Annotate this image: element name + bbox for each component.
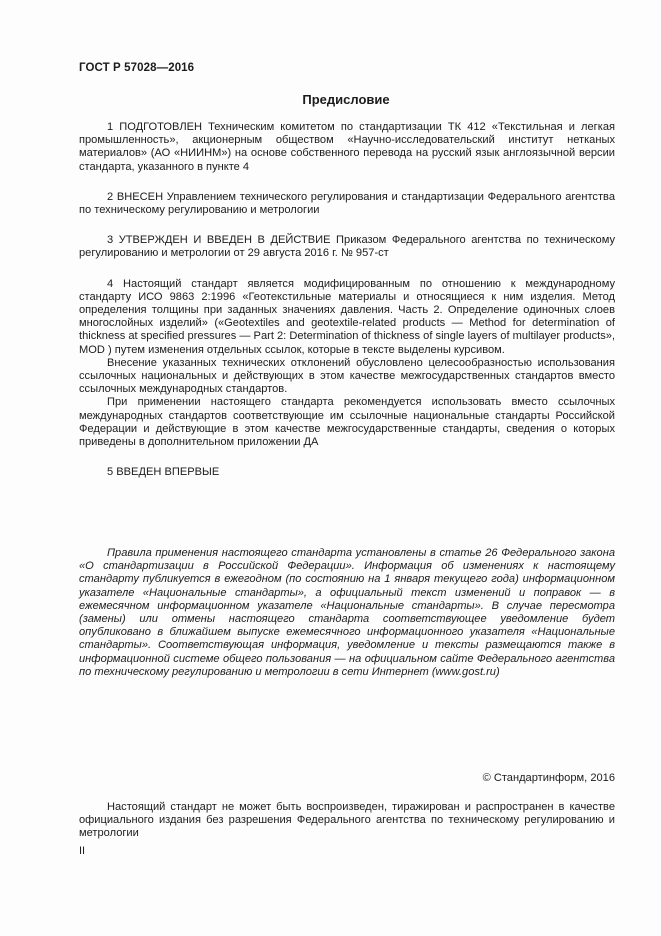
rights-notice-block bbox=[79, 801, 615, 841]
paragraph-recommendation: При применении настоящего стандарта рекомендуется использовать вместо ссылочных международных стандартов соответствующие им ссылочные национальные стандарты Российской Федерации и действующие в этом качестве межгосударственные стандарты, сведения о которых приведены в дополнительном приложении ДА bbox=[79, 396, 615, 449]
paragraph-prepared: 1 ПОДГОТОВЛЕН Техническим комитетом по стандартизации ТК 412 «Текстильная и легкая промышленность», акционерным обществом «Научно-исследовательский институт нетканых материалов» (АО «НИИНМ») на основе собственного перевода на русский язык англоязычной версии стандарта, указанного в пункте 4 bbox=[79, 121, 615, 173]
foreword-body bbox=[79, 121, 615, 479]
rules-notice: Правила применения настоящего стандарта установлены в статье 26 Федерального закона «О стандартизации в Российской Федерации». Информация об изменениях к настоящему стандарту публикуется в ежегодном (по состоянию на 1 января текущего года) информационном указателе «Национальные стандарты», а официальный текст изменений и поправок — в ежемесячном информационном указателе «Национальные стандарты». В случае пересмотра (замены) или отмены настоящего стандарта соответствующее уведомление будет опубликовано в ближайшем выпуске ежемесячного информационного указателя «Национальные стандарты». Соответствующая информация, уведомление и тексты размещаются также в информационной системе общего пользования — на официальном сайте Федерального агентства по техническому регулированию и метрологии в сети Интернет (www.gost.ru) bbox=[79, 547, 615, 678]
standard-id: ГОСТ Р 57028—2016 bbox=[79, 62, 195, 74]
paragraph-submitted: 2 ВНЕСЕН Управлением технического регулирования и стандартизации Федерального агентства по техническому регулированию и метрологии bbox=[79, 190, 615, 217]
paragraph-deviations: Внесение указанных технических отклонений обусловлено целесообразностью использования ссылочных национальных и действующих в этом качестве межгосударственных стандартов вместо ссылочных международных стандартов. bbox=[79, 356, 615, 396]
copyright: © Стандартинформ, 2016 bbox=[482, 772, 615, 784]
rules-notice-block bbox=[79, 547, 615, 679]
paragraph-introduced: 5 ВВЕДЕН ВПЕРВЫЕ bbox=[107, 466, 220, 479]
page-number: II bbox=[79, 845, 86, 857]
paragraph-modified: 4 Настоящий стандарт является модифицированным по отношению к международному стандарту ИСО 9863 2:1996 «Геотекстильные материалы и относящиеся к ним изделия. Метод определения толщины при заданных значениях давления. Часть 2. Определение одиночных слоев многослойных изделий» («Geotextiles and geotextile-related products — Method for determination of thickness at specified pressures — Part 2: Determination of thickness of single layers of multilayer products», MOD ) путем изменения отдельных ссылок, которые в тексте выделены курсивом. bbox=[79, 277, 615, 356]
paragraph-approved: 3 УТВЕРЖДЕН И ВВЕДЕН В ДЕЙСТВИЕ Приказом Федерального агентства по техническому регулированию и метрологии от 29 августа 2016 г. № 957-ст bbox=[79, 234, 615, 260]
page-title: Предисловие bbox=[302, 92, 390, 107]
rights-notice: Настоящий стандарт не может быть воспроизведен, тиражирован и распространен в качестве официального издания без разрешения Федерального агентства по техническому регулированию и метрологии bbox=[79, 801, 615, 840]
